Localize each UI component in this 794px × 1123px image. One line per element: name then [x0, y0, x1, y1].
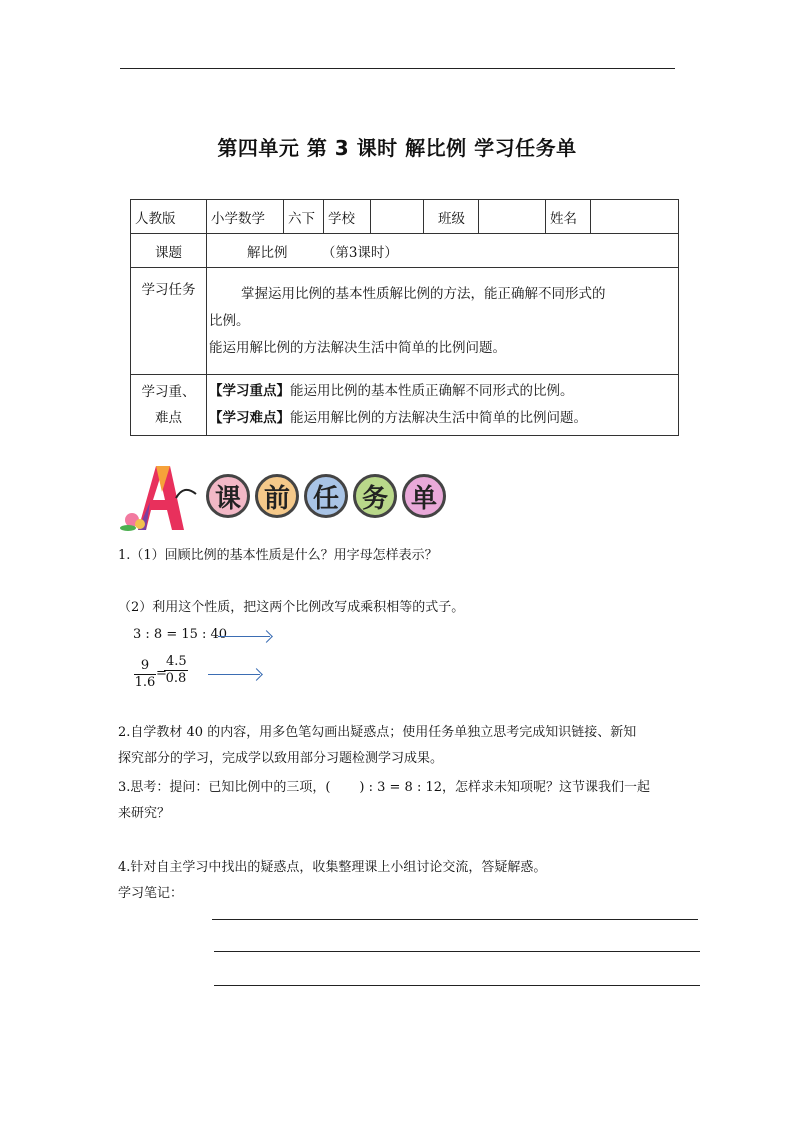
- focus-key-text: 能运用比例的基本性质正确解不同形式的比例。: [290, 383, 574, 399]
- fraction-2-numerator: 4.5: [166, 654, 187, 669]
- notes-label: 学习笔记：: [118, 886, 184, 901]
- focus-hard-tag: 【学习难点】: [209, 410, 290, 426]
- school-label: 学校: [324, 200, 371, 234]
- topic-text: 解比例 （第3课时）: [247, 244, 398, 261]
- question-2-line-2: 探究部分的学习，完成学以致用部分习题检测学习成果。: [118, 751, 444, 766]
- table-row: [131, 234, 679, 268]
- question-4: 4.针对自主学习中找出的疑惑点，收集整理课上小组讨论交流，答疑解惑。: [118, 860, 547, 875]
- task-content: [207, 268, 679, 375]
- focus-label-text: 学习重、难点: [141, 384, 196, 426]
- class-label: 班级: [424, 200, 479, 234]
- header-rule: [120, 68, 675, 69]
- equals-sign: =: [156, 666, 167, 681]
- table-row: [131, 200, 679, 234]
- focus-hard-text: 能运用解比例的方法解决生活中简单的比例问题。: [290, 410, 587, 426]
- banner-letter-a-icon: [118, 462, 198, 534]
- fraction-2-denominator: 0.8: [165, 671, 187, 686]
- page-title: 第四单元 第 3 课时 解比例 学习任务单: [217, 136, 577, 160]
- section-banner: [118, 462, 458, 534]
- fraction-1-numerator: 9: [134, 658, 156, 675]
- fraction-1-denominator: 1.6: [134, 675, 156, 690]
- task-line-2: 比例。: [209, 312, 250, 329]
- class-field[interactable]: [479, 200, 546, 234]
- focus-key-tag: 【学习重点】: [209, 383, 290, 399]
- banner-char-2: 前: [255, 474, 299, 518]
- note-line-3[interactable]: [214, 985, 700, 986]
- topic-value: [207, 234, 679, 268]
- edition-cell: 人教版: [131, 200, 207, 234]
- fraction-1: [134, 658, 156, 691]
- question-2-line-1: 2.自学教材 40 的内容，用多色笔勾画出疑惑点；使用任务单独立思考完成知识链接、新知: [118, 725, 637, 740]
- task-label: 学习任务: [131, 268, 207, 375]
- name-field[interactable]: [591, 200, 679, 234]
- note-line-2[interactable]: [214, 951, 700, 952]
- arrow-1-icon: [218, 636, 270, 637]
- expression-1: 3 : 8 = 15 : 40: [133, 627, 228, 642]
- focus-hard: [209, 405, 674, 432]
- question-1: 1.（1）回顾比例的基本性质是什么？用字母怎样表示？: [118, 548, 438, 563]
- banner-char-4: 务: [353, 474, 397, 518]
- school-field[interactable]: [371, 200, 424, 234]
- question-1-2: （2）利用这个性质，把这两个比例改写成乘积相等的式子。: [118, 600, 465, 615]
- question-3-line-1: 3.思考：提问：已知比例中的三项，( ) : 3 = 8 : 12，怎样求未知项呢？这节课我们一起: [118, 780, 651, 795]
- topic-label: 课题: [131, 234, 207, 268]
- banner-char-1: 课: [206, 474, 250, 518]
- focus-label: [131, 375, 207, 436]
- focus-content: [207, 375, 679, 436]
- subject-cell: 小学数学: [207, 200, 284, 234]
- name-label: 姓名: [546, 200, 591, 234]
- task-line-1: 掌握运用比例的基本性质解比例的方法，能正确解不同形式的: [241, 285, 606, 302]
- focus-key: [209, 378, 674, 405]
- arrow-2-icon: [208, 674, 260, 675]
- fraction-2: [164, 654, 188, 687]
- banner-char-5: 单: [402, 474, 446, 518]
- note-line-1[interactable]: [212, 919, 698, 920]
- grade-cell: 六下: [284, 200, 324, 234]
- question-3-line-2: 来研究？: [118, 806, 171, 821]
- task-line-3: 能运用解比例的方法解决生活中简单的比例问题。: [209, 339, 506, 356]
- banner-char-3: 任: [304, 474, 348, 518]
- table-row: [131, 268, 679, 375]
- table-row: [131, 375, 679, 436]
- info-table: [130, 199, 679, 436]
